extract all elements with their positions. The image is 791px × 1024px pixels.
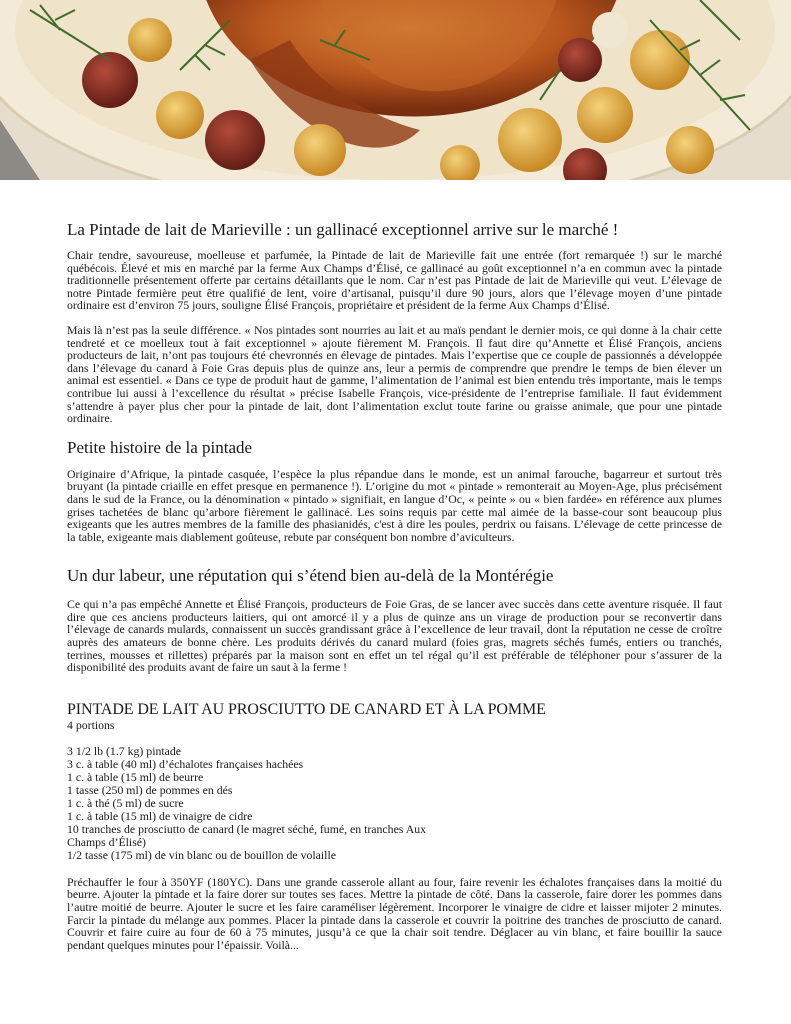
hero-photo xyxy=(0,0,791,180)
ingredient-item: 1 c. à thé (5 ml) de sucre xyxy=(67,795,184,810)
recipe-portions: 4 portions xyxy=(67,717,115,732)
ingredient-item: 1 tasse (250 ml) de pommes en dés xyxy=(67,782,233,797)
recipe-title: PINTADE DE LAIT AU PROSCIUTTO DE CANARD ET À LA POMME xyxy=(67,700,546,718)
history-paragraph: Originaire d’Afrique, la pintade casquée, l’espèce la plus répandue dans le monde, est un animal farouche, bagarreur et surtout très bruyant (la pintade criaille en effet presque en permanence !). L’origine du mot « pintade » remonterait au Moyen-Age, plus précisément dans le sud de la France, ou la dénomination « pintado » signifiait, en langue d’Oc, « peinte » ou « bien fardée» en référence aux plumes grises tachetées de blanc qu’arbore fièrement le gallinacé. Les soins requis par cette mal aimée de la basse-cour sont beaucoup plus exigeants que les autres membres de la famille des phasianidés, c'est à dire les poules, perdrix ou faisans. L’élevage de cette princesse de la table, exigeante mais diablement goûteuse, rebute par conséquent bon nombre d’aviculteurs. xyxy=(67,466,722,544)
recipe-instructions: Préchauffer le four à 350ΥF (180ΥC). Dans une grande casserole allant au four, faire revenir les échalotes françaises dans la moitié du beurre. Ajouter la pintade et la faire dorer sur toutes ses faces. Mettre la pintade de côté. Dans la casserole, faire dorer les pommes dans l’autre moitié de beurre. Ajouter le sucre et les faire caraméliser légèrement. Incorporer le vinaigre de cidre et laisser mijoter 2 minutes. Farcir la pintade du mélange aux pommes. Placer la pintade dans la casserole et couvrir la poitrine des tranches de prosciutto de canard. Couvrir et faire cuire au four de 60 à 75 minutes, jusqu’à ce que la chair soit tendre. Déglacer au vin blanc, et faire bouillir la sauce pendant quelques minutes pour l’épaissir. Voilà... xyxy=(67,874,722,952)
ingredient-item: 10 tranches de prosciutto de canard (le magret séché, fumé, en tranches Aux Champs d’Élisé) xyxy=(67,821,427,849)
article-title: La Pintade de lait de Marieville : un gallinacé exceptionnel arrive sur le marché ! xyxy=(67,220,619,239)
ingredient-item: 1 c. à table (15 ml) de beurre xyxy=(67,769,204,784)
intro-paragraph-2: Mais là n’est pas la seule différence. « Nos pintades sont nourries au lait et au maïs pendant le dernier mois, ce qui donne à la chair cette tendreté et ce moelleux tout à fait exceptionnel » ajoute fièrement M. François. Il faut dire qu’Annette et Élisé François, anciens producteurs de lait, n’ont pas toujours été chevronnés en élevage de pintades. Mais l’expertise que ce couple de passionnés a développée dans l’élevage du canard à Foie Gras depuis plus de quinze ans, leur a permis de comprendre que prendre le temps de bien élever un animal est essentiel. « Dans ce type de produit haut de gamme, l’alimentation de l’animal est bien entendu très importante, mais le temps contribue lui aussi à l’excellence du résultat » précise Isabelle François, vice-présidente de l’entreprise familiale. Il faut évidemment s’attendre à payer plus cher pour la pintade de lait, dont l’alimentation exclut toute farine ou graisse animale, que pour une pintade ordinaire. xyxy=(67,322,722,426)
labour-paragraph: Ce qui n’a pas empêché Annette et Élisé François, producteurs de Foie Gras, de se lancer avec succès dans cette aventure risquée. Il faut dire que ces anciens producteurs laitiers, qui ont amorcé il y a plus de quinze ans un virage de production pour se reconvertir dans l’élevage de canards mulards, connaissent un succès grandissant grâce à l’excellence de leur travail, dont la réputation ne cesse de croître auprès des amateurs de bonne chère. Les produits dérivés du canard mulard (foies gras, magrets séchés fumés, entiers ou tranchés, terrines, mousses et rillettes) préparés par la maison sont en effet un tel régal qu’il est préférable de téléphoner pour s’assurer de la disponibilité des produits avant de faire un saut à la ferme ! xyxy=(67,597,722,675)
intro-paragraph-1: Chair tendre, savoureuse, moelleuse et parfumée, la Pintade de lait de Marieville fait une entrée (fort remarquée !) sur le marché québécois. Élevé et mis en marché par la ferme Aux Champs d’Élisé, ce gallinacé au goût exceptionnel n’a en commun avec la pintade traditionnelle présentement offerte par certains détaillants que le nom. Car n’est pas Pintade de lait de Marieville qui veut. L’élevage de notre Pintade fermière peut être qualifié de lent, voire d’artisanal, puisqu’il dure 90 jours, alors que l’élevage moyen d’une pintade ordinaire est d’environ 75 jours, souligne Élisé François, propriétaire et président de la ferme Aux Champs d’Élisé. xyxy=(67,248,722,313)
article-body xyxy=(67,219,722,951)
history-heading: Petite histoire de la pintade xyxy=(67,437,253,457)
ingredient-item: 1 c. à table (15 ml) de vinaigre de cidre xyxy=(67,808,253,823)
ingredient-item: 3 c. à table (40 ml) d’échalotes françaises hachées xyxy=(67,756,304,771)
ingredient-item: 1/2 tasse (175 ml) de vin blanc ou de bouillon de volaille xyxy=(67,847,336,862)
labour-heading: Un dur labeur, une réputation qui s’étend bien au-delà de la Montérégie xyxy=(67,566,554,586)
ingredient-list xyxy=(67,745,722,862)
roast-guinea-fowl-image xyxy=(0,0,791,180)
ingredient-item: 3 1/2 lb (1.7 kg) pintade xyxy=(67,743,182,758)
